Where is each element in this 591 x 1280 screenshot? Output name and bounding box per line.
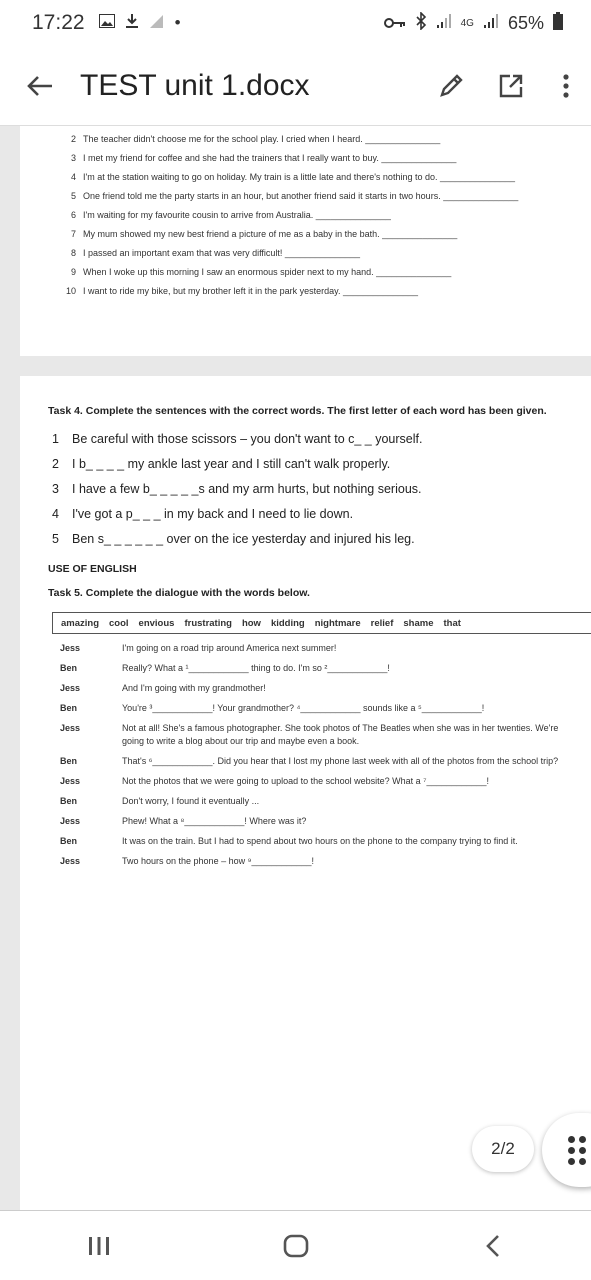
dialogue-text: It was on the train. But I had to spend about two hours on the phone to the company trying to find it.: [122, 836, 518, 846]
item-text: The teacher didn't choose me for the school play. I cried when I heard. _______________: [83, 133, 441, 144]
dialogue-line: [60, 702, 580, 715]
item-text: Be careful with those scissors – you don't want to c_ _ yourself.: [72, 431, 423, 446]
item-number: 9: [70, 267, 76, 278]
task4-item: [52, 451, 422, 476]
battery-icon: [553, 12, 563, 35]
speaker-name: Ben: [60, 836, 78, 846]
word-box-word: relief: [370, 617, 394, 629]
home-button[interactable]: [256, 1216, 336, 1276]
speaker-name: Ben: [60, 796, 78, 806]
battery-percent: 65%: [507, 12, 544, 33]
dialogue-line: [60, 682, 580, 695]
back-nav-button[interactable]: [453, 1216, 533, 1276]
item-number: 3: [70, 152, 76, 163]
item-number: 8: [70, 248, 76, 259]
word-box-word: how: [241, 617, 261, 629]
item-number: 10: [65, 286, 76, 297]
no-signal-icon: [149, 13, 165, 34]
dialogue-line: [60, 795, 580, 808]
dialogue-line: [60, 662, 580, 675]
item-number: 4: [52, 506, 59, 521]
key-icon: [384, 13, 406, 34]
task4-list: [52, 426, 422, 551]
word-box-word: shame: [403, 617, 434, 629]
open-with-button[interactable]: [481, 56, 541, 116]
recents-icon: [88, 1236, 110, 1256]
item-number: 1: [52, 431, 59, 446]
speaker-name: Jess: [60, 723, 81, 733]
grid-dots-icon: [568, 1136, 586, 1165]
item-text: My mum showed my new best friend a picture of me as a baby in the bath. _______________: [83, 229, 458, 240]
system-nav-bar: [0, 1210, 591, 1280]
speaker-name: Jess: [60, 816, 81, 826]
home-icon: [283, 1234, 309, 1258]
edit-button[interactable]: [421, 56, 481, 116]
item-number: 2: [52, 456, 59, 471]
back-button[interactable]: [0, 46, 80, 126]
back-arrow-icon: [27, 75, 53, 97]
document-page-1: [20, 126, 591, 356]
item-text: I'm at the station waiting to go on holiday. My train is a little late and there's nothing to do. _______________: [83, 171, 516, 182]
speaker-name: Jess: [60, 776, 81, 786]
use-of-english-heading: USE OF ENGLISH: [48, 563, 137, 575]
speaker-name: Ben: [60, 663, 78, 673]
exercise-item: [56, 148, 518, 167]
word-box-word: that: [443, 617, 461, 629]
word-box: [52, 612, 591, 634]
task4-item: [52, 501, 422, 526]
exercise-item: [56, 205, 518, 224]
dialogue-line: [60, 642, 580, 655]
exercise-item: [56, 129, 518, 148]
more-vert-icon: [563, 74, 569, 98]
task5-heading: Task 5. Complete the dialogue with the words below.: [48, 587, 310, 599]
dialogue-text: Not the photos that we were going to upload to the school website? What a ⁷____________!: [122, 776, 490, 786]
task4-item: [52, 426, 422, 451]
item-number: 7: [70, 229, 76, 240]
exercise-item: [56, 186, 518, 205]
item-text: When I woke up this morning I saw an enormous spider next to my hand. _______________: [83, 267, 452, 278]
dot-icon: •: [174, 13, 181, 32]
item-text: I've got a p_ _ _ in my back and I need to lie down.: [72, 506, 354, 521]
dialogue-text: Two hours on the phone – how ⁹____________!: [122, 856, 315, 866]
dialogue-text: You're ³____________! Your grandmother? ⁴____________ sounds like a ⁵____________!: [122, 703, 485, 713]
dialogue: [60, 642, 580, 875]
exercise-item: [56, 263, 518, 282]
speaker-name: Ben: [60, 756, 78, 766]
item-text: One friend told me the party starts in an hour, but another friend said it starts in two hours. _______________: [83, 190, 519, 201]
exercise-item: [56, 224, 518, 243]
exercise-item: [56, 244, 518, 263]
dialogue-text: And I'm going with my grandmother!: [122, 683, 266, 693]
more-options-button[interactable]: [541, 56, 591, 116]
dialogue-text: I'm going on a road trip around America next summer!: [122, 643, 337, 653]
word-box-word: frustrating: [184, 617, 232, 629]
task4-heading: Task 4. Complete the sentences with the correct words. The first letter of each word has been given.: [48, 405, 547, 417]
dialogue-text: Don't worry, I found it eventually ...: [122, 796, 260, 806]
word-box-word: amazing: [61, 617, 100, 629]
item-text: I have a few b_ _ _ _ _s and my arm hurts, but nothing serious.: [72, 481, 422, 496]
word-box-word: kidding: [270, 617, 305, 629]
chevron-left-icon: [486, 1234, 500, 1258]
status-bar: [0, 0, 591, 46]
document-page-2: [20, 376, 591, 1210]
task4-item: [52, 476, 422, 501]
network-type-label: 4G: [460, 17, 474, 29]
word-box-word: cool: [109, 617, 129, 629]
item-text: I met my friend for coffee and she had the trainers that I really want to buy. _______________: [83, 152, 457, 163]
speaker-name: Jess: [60, 643, 81, 653]
item-text: Ben s_ _ _ _ _ _ over on the ice yesterday and injured his leg.: [72, 531, 415, 546]
dialogue-text: Really? What a ¹____________ thing to do. I'm so ²____________!: [122, 663, 390, 673]
bluetooth-icon: [415, 12, 427, 35]
exercise-list: [56, 129, 518, 301]
item-number: 5: [70, 190, 76, 201]
item-number: 5: [52, 531, 59, 546]
dialogue-line: [60, 855, 580, 868]
dialogue-text: That's ⁶____________. Did you hear that I lost my phone last week with all of the photos from the school trip?: [122, 756, 559, 766]
app-bar: [0, 46, 591, 126]
item-text: I b_ _ _ _ my ankle last year and I still can't walk properly.: [72, 456, 391, 471]
signal-icon: [436, 13, 452, 34]
recent-apps-button[interactable]: [59, 1216, 139, 1276]
speaker-name: Ben: [60, 703, 78, 713]
word-box-word: nightmare: [314, 617, 361, 629]
dialogue-line: [60, 835, 580, 848]
page-indicator: 2/2: [472, 1126, 534, 1172]
item-text: I want to ride my bike, but my brother left it in the park yesterday. _______________: [83, 286, 419, 297]
clock: 17:22: [32, 11, 85, 34]
item-text: I passed an important exam that was very difficult! _______________: [83, 248, 361, 259]
task4-item: [52, 526, 422, 551]
exercise-item: [56, 282, 518, 301]
dialogue-text: Not at all! She's a famous photographer. She took photos of The Beatles when she was in her twenties. We're going to write a blog about our trip and maybe even a book.: [122, 723, 559, 746]
image-icon: [99, 13, 115, 33]
item-number: 3: [52, 481, 59, 496]
item-number: 2: [70, 133, 76, 144]
open-external-icon: [498, 73, 524, 99]
word-box-word: envious: [138, 617, 175, 629]
download-icon: [125, 13, 139, 34]
dialogue-line: [60, 755, 580, 768]
dialogue-text: Phew! What a ⁸____________! Where was it?: [122, 816, 307, 826]
pencil-icon: [438, 73, 464, 99]
signal-icon-2: [483, 13, 499, 34]
speaker-name: Jess: [60, 683, 81, 693]
item-number: 4: [70, 171, 76, 182]
item-number: 6: [70, 209, 76, 220]
dialogue-line: [60, 815, 580, 828]
exercise-item: [56, 167, 518, 186]
document-title: TEST unit 1.docx: [80, 68, 310, 102]
item-text: I'm waiting for my favourite cousin to arrive from Australia. _______________: [83, 209, 391, 220]
dialogue-line: [60, 775, 580, 788]
speaker-name: Jess: [60, 856, 81, 866]
dialogue-line: [60, 722, 580, 748]
